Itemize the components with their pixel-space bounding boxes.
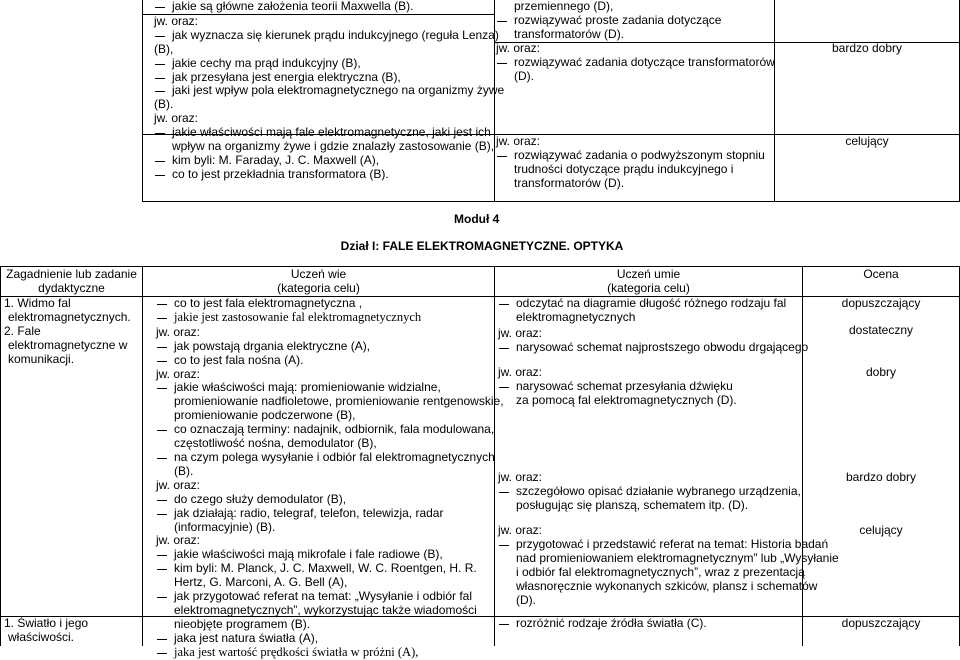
section-title: Dział I: FALE ELEKTROMAGNETYCZNE. OPTYKA xyxy=(340,239,624,253)
list-item: narysować schemat przesyłania dźwięku xyxy=(498,380,737,394)
list-item: kim byli: M. Planck, J. C. Maxwell, W. C. Roentgen, H. R. xyxy=(156,562,504,576)
list-item: trudności dotyczące prądu indukcyjnego i xyxy=(514,161,734,176)
column-header-can xyxy=(495,268,802,296)
list-item: odczytać na diagramie długość różnego rodzaju fal xyxy=(498,297,808,311)
list-item: jakie jest zastosowanie fal elektromagnetycznych xyxy=(156,311,504,325)
topic-line: 1. Widmo fal xyxy=(4,296,71,310)
list-item: narysować schemat najprostszego obwodu drgającego xyxy=(498,341,808,355)
list-item: co to jest przekładnia transformatora (B). xyxy=(154,168,504,182)
grade-cell: bardzo dobry xyxy=(831,41,903,55)
list-item: elektromagnetycznych”, wykorzystując także wiadomości xyxy=(174,602,477,617)
list-item: jakie są główne założenia teorii Maxwella (B). xyxy=(154,0,504,14)
list-item: co oznaczają terminy: nadajnik, odbiornik, fala modulowana, xyxy=(156,423,504,437)
list-item: jaka jest natura światła (A), xyxy=(156,632,504,646)
topic-cell xyxy=(4,297,131,367)
column-header-knows xyxy=(143,268,494,296)
divider xyxy=(142,266,143,646)
list-item: posługując się planszą, schematem itp. (D). xyxy=(516,497,749,512)
list-item: (D). xyxy=(514,68,534,83)
list-item: jaka jest wartość prędkości światła w próżni (A), xyxy=(156,646,504,660)
list-item: jakie cechy ma prąd indukcyjny (B), xyxy=(154,57,504,71)
list-item: (B). xyxy=(174,463,194,478)
topic-line: właściwości. xyxy=(8,629,75,644)
list-item: jw. oraz: xyxy=(498,325,543,340)
knows-cell xyxy=(156,297,504,660)
topic-line: elektromagnetycznych. xyxy=(8,309,131,324)
list-item: co to jest fala elektromagnetyczna , xyxy=(156,297,504,311)
list-item: Hertz, G. Marconi, A. G. Bell (A), xyxy=(174,575,348,590)
list-item: za pomocą fal elektromagnetycznych (D). xyxy=(516,392,737,407)
list-item: jw. oraz: xyxy=(154,13,199,28)
list-item: jak działają: radio, telegraf, telefon, telewizja, radar xyxy=(156,507,504,521)
list-item: transformatorów (D). xyxy=(514,175,625,190)
list-item: jw. oraz: xyxy=(496,134,541,148)
list-item: jakie właściwości mają: promieniowanie widzialne, xyxy=(156,381,504,395)
list-item: transformatorów (D). xyxy=(514,26,625,41)
topic-cell xyxy=(4,617,88,645)
list-item: jak powstają drgania elektryczne (A), xyxy=(156,340,504,354)
list-item: i odbiór fal elektromagnetycznych”, wraz z prezentacją xyxy=(516,564,805,579)
topic-line: komunikacji. xyxy=(8,351,75,366)
list-item: częstotliwość nośna, demodulator (B), xyxy=(174,436,377,451)
header-line: Zagadnienie lub zadanie xyxy=(6,267,137,281)
header-line: (kategoria celu) xyxy=(277,280,360,295)
grade-cell: dopuszczający xyxy=(841,296,921,310)
list-item: jw. oraz: xyxy=(156,477,201,492)
list-item: jw. oraz: xyxy=(496,40,541,55)
header-line: Uczeń wie xyxy=(290,267,347,281)
grade-cell: celujący xyxy=(859,523,903,537)
list-item: jakie właściwości mają fale elektromagnetyczne, jaki jest ich xyxy=(154,126,504,140)
list-item: promieniowanie nadfioletowe, promieniowanie rentgenowskie, xyxy=(174,394,504,409)
list-item: jw. oraz: xyxy=(498,470,543,484)
divider xyxy=(0,266,960,267)
list-item: do czego służy demodulator (B), xyxy=(156,493,504,507)
list-item: rozwiązywać zadania dotyczące transformatorów xyxy=(496,56,775,70)
list-item: wpływ na organizmy żywe i gdzie znalazły zastosowanie (B), xyxy=(172,139,495,154)
divider xyxy=(142,201,960,202)
header-line: Uczeń umie xyxy=(616,267,681,281)
column-header-grade: Ocena xyxy=(863,267,899,281)
list-item: co to jest fala nośna (A). xyxy=(156,354,504,368)
can-cell xyxy=(498,471,801,513)
list-item: (D). xyxy=(516,592,536,607)
list-item: na czym polega wysyłanie i odbiór fal elektromagnetycznych xyxy=(156,451,504,465)
grade-cell: dostateczny xyxy=(848,323,914,337)
list-item: elektromagnetycznych xyxy=(516,309,636,324)
list-item: jak przesyłana jest energia elektryczna (B), xyxy=(154,71,504,85)
module-title: Moduł 4 xyxy=(454,212,500,226)
list-item: jw. oraz: xyxy=(498,365,543,379)
header-line: (kategoria celu) xyxy=(607,280,690,295)
list-item: jak wyznacza się kierunek prądu indukcyjnego (reguła Lenza) xyxy=(154,29,504,43)
divider xyxy=(142,0,143,202)
can-cell xyxy=(498,617,707,631)
list-item: jak przygotować referat na temat: „Wysyłanie i odbiór fal xyxy=(156,590,504,604)
list-item: rozwiązywać proste zadania dotyczące xyxy=(496,14,775,28)
can-cell xyxy=(498,297,808,355)
can-cell xyxy=(498,366,737,408)
divider xyxy=(0,266,1,646)
list-item: jw. oraz: xyxy=(156,366,201,381)
list-item: jw. oraz: xyxy=(498,523,543,537)
list-item: kim byli: M. Faraday, J. C. Maxwell (A), xyxy=(154,154,504,168)
list-item: jakie właściwości mają mikrofale i fale radiowe (B), xyxy=(156,548,504,562)
header-line: dydaktyczne xyxy=(38,280,105,295)
list-item: (B), xyxy=(154,41,174,56)
grade-cell: bardzo dobry xyxy=(845,470,917,484)
list-item: nad promieniowaniem elektromagnetycznym” lub „Wysyłanie xyxy=(516,550,839,565)
list-item: jw. oraz: xyxy=(156,533,201,548)
topic-line: 1. Światło i jego xyxy=(4,616,89,630)
topic-line: elektromagnetyczne w xyxy=(8,337,128,352)
list-item: nieobjęte programem (B). xyxy=(174,616,311,631)
list-item: promieniowanie podczerwone (B), xyxy=(174,408,356,423)
topic-line: 2. Fale xyxy=(4,323,41,338)
list-item: jw. oraz: xyxy=(154,111,199,126)
column-header-topic xyxy=(1,268,142,296)
list-item: szczegółowo opisać działanie wybranego urządzenia, xyxy=(498,485,801,499)
grade-cell: dopuszczający xyxy=(841,616,921,630)
list-item: rozróżnić rodzaje źródła światła (C). xyxy=(498,617,707,631)
grade-cell: dobry xyxy=(865,365,897,379)
list-item: rozwiązywać zadania o podwyższonym stopniu xyxy=(496,149,765,163)
list-item: przygotować i przedstawić referat na temat: Historia badań xyxy=(498,538,839,552)
list-item: (B). xyxy=(154,97,174,112)
list-item: jw. oraz: xyxy=(156,324,201,339)
grade-cell: celujący xyxy=(845,134,889,148)
list-item: własnoręcznie wykonanych szkiców, plansz i schematów xyxy=(516,578,818,593)
list-item: przemiennego (D), xyxy=(514,0,614,13)
can-cell xyxy=(498,524,839,607)
list-item: jaki jest wpływ pola elektromagnetycznego na organizmy żywe xyxy=(154,84,504,98)
list-item: (informacyjnie) (B). xyxy=(174,519,276,534)
